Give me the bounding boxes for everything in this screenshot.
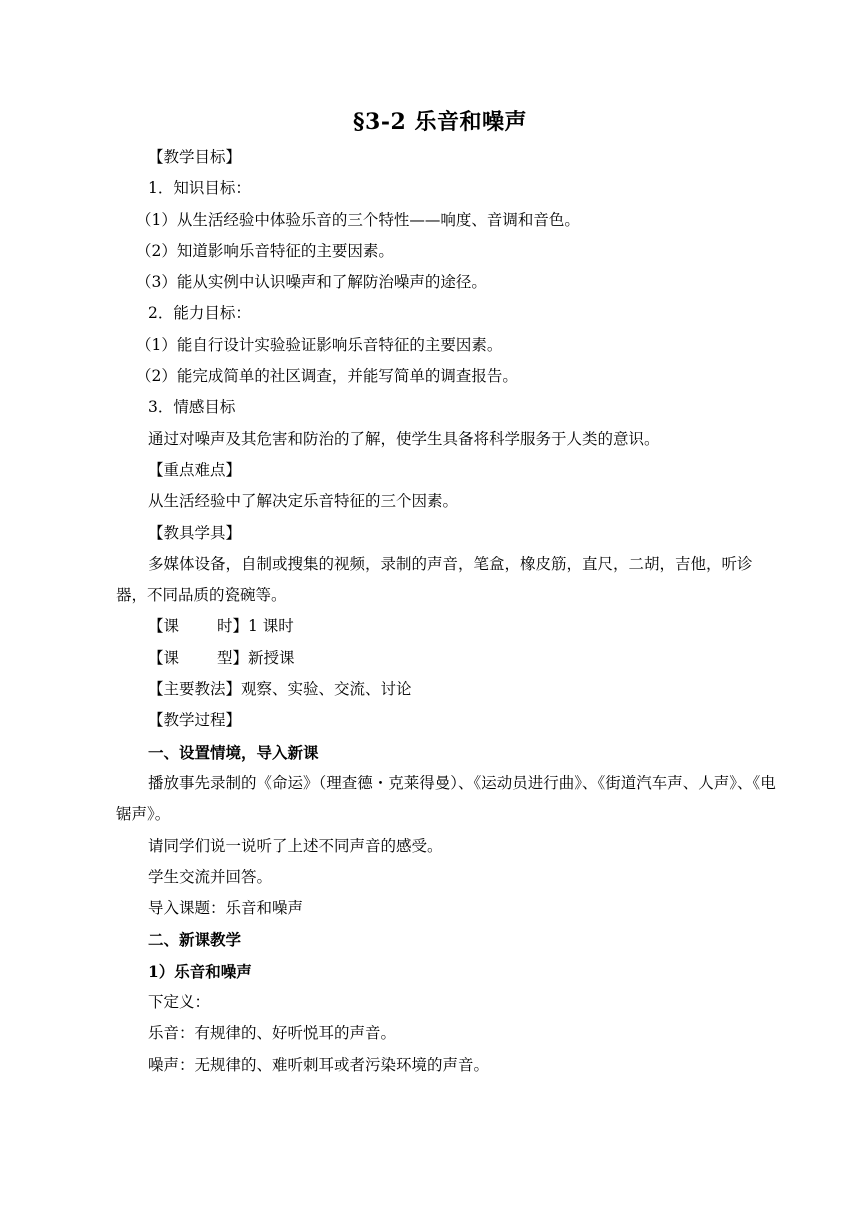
key-points-text: 从生活经验中了解决定乐音特征的三个因素。 bbox=[148, 492, 459, 511]
intro-line: 导入课题：乐音和噪声 bbox=[148, 899, 304, 918]
subsection-heading: 1）乐音和噪声 bbox=[148, 961, 252, 981]
knowledge-goal-item: （3）能从实例中认识噪声和了解防治噪声的途径。 bbox=[136, 273, 487, 292]
section-heading-teaching-aids: 【教具学具】 bbox=[148, 523, 242, 542]
class-hours-value: 时】1 课时 bbox=[217, 617, 294, 636]
part-one-heading: 一、设置情境，导入新课 bbox=[148, 742, 319, 762]
emotion-goal-text: 通过对噪声及其危害和防治的了解，使学生具备将科学服务于人类的意识。 bbox=[148, 429, 660, 448]
definition-musical-sound: 乐音：有规律的、好听悦耳的声音。 bbox=[148, 1024, 397, 1043]
ability-goals-heading: 2．能力目标： bbox=[148, 304, 251, 323]
class-type-label-start: 【课 bbox=[148, 648, 180, 667]
ability-goal-item: （1）能自行设计实验验证影响乐音特征的主要因素。 bbox=[136, 335, 503, 354]
section-heading-teaching-goals: 【教学目标】 bbox=[148, 148, 242, 166]
document-body bbox=[116, 142, 780, 1081]
class-type-row bbox=[116, 643, 780, 674]
teaching-methods-row: 【主要教法】观察、实验、交流、讨论 bbox=[148, 680, 412, 699]
definition-intro: 下定义： bbox=[148, 993, 211, 1012]
knowledge-goal-item: （1）从生活经验中体验乐音的三个特性——响度、音调和音色。 bbox=[136, 210, 580, 229]
intro-line: 请同学们说一说听了上述不同声音的感受。 bbox=[148, 836, 443, 855]
intro-paragraph: 播放事先录制的《命运》（理查德・克莱得曼）、《运动员进行曲》、《街道汽车声、人声》、《电锯声》。 bbox=[116, 773, 776, 824]
ability-goal-item: （2）能完成简单的社区调查，并能写简单的调查报告。 bbox=[136, 367, 518, 386]
intro-line: 学生交流并回答。 bbox=[148, 867, 273, 886]
knowledge-goal-item: （2）知道影响乐音特征的主要因素。 bbox=[136, 241, 394, 260]
section-heading-teaching-process: 【教学过程】 bbox=[148, 711, 242, 730]
class-hours-label-start: 【课 bbox=[148, 617, 180, 636]
teaching-aids-paragraph: 多媒体设备，自制或搜集的视频，录制的声音，笔盒，橡皮筋，直尺，二胡，吉他，听诊器，不同品质的瓷碗等。 bbox=[116, 554, 753, 605]
definition-noise: 噪声：无规律的、难听刺耳或者污染环境的声音。 bbox=[148, 1055, 490, 1074]
section-heading-key-points: 【重点难点】 bbox=[148, 460, 242, 479]
page-title: §3-2 乐音和噪声 bbox=[353, 109, 527, 135]
part-two-heading: 二、新课教学 bbox=[148, 930, 242, 950]
knowledge-goals-heading: 1．知识目标： bbox=[148, 179, 251, 198]
class-hours-row bbox=[116, 611, 780, 642]
class-type-value: 型】新授课 bbox=[217, 648, 295, 667]
emotion-goals-heading: 3．情感目标 bbox=[148, 398, 236, 417]
